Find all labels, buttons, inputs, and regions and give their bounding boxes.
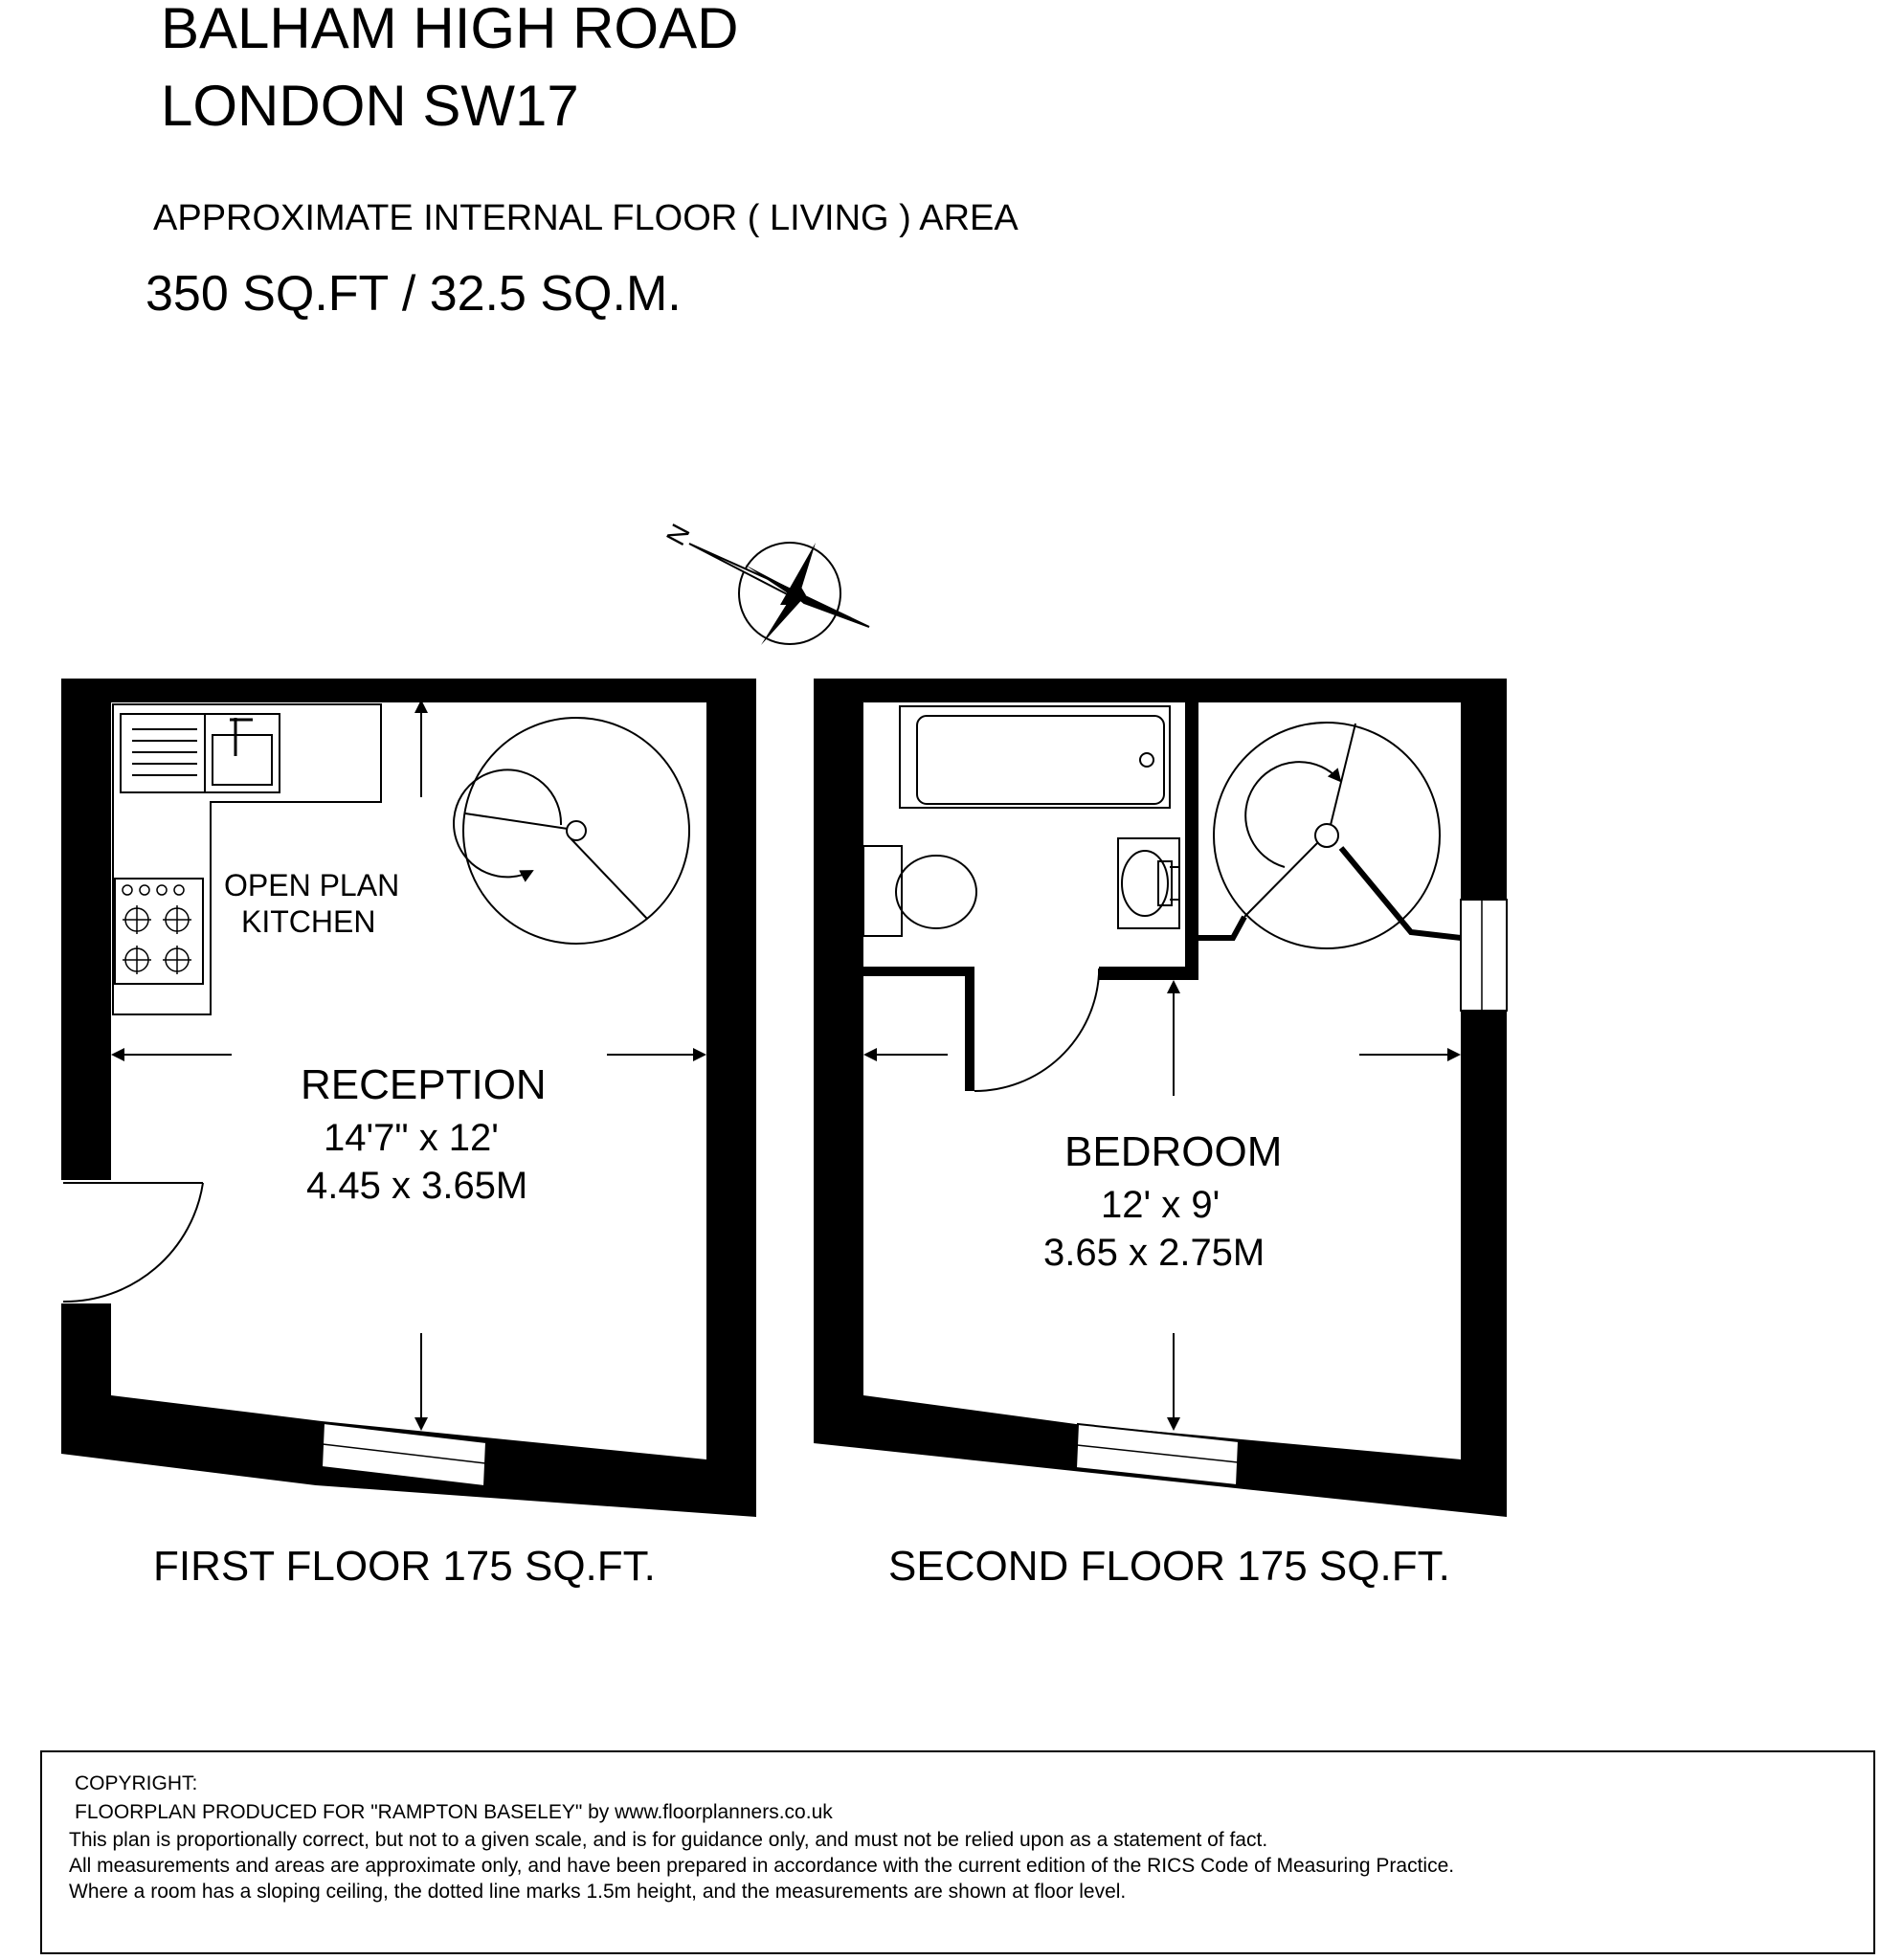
- spiral-stair-icon: [1214, 723, 1440, 948]
- spiral-stair-icon: [454, 718, 689, 944]
- kitchen-label-line1: OPEN PLAN: [224, 868, 400, 902]
- reception-name: RECEPTION: [301, 1061, 547, 1108]
- bedroom-imperial: 12' x 9': [1101, 1184, 1220, 1226]
- disclaimer-line-2: All measurements and areas are approximate only, and have been prepared in accordance with the current edition of the RICS Code of Measuring Practice.: [69, 1855, 1455, 1877]
- copyright-title: COPYRIGHT:: [75, 1772, 198, 1794]
- second-floor-label: SECOND FLOOR 175 SQ.FT.: [888, 1543, 1450, 1590]
- window: [1076, 1424, 1239, 1485]
- copyright-box: [40, 1750, 1875, 1954]
- disclaimer-line-3: Where a room has a sloping ceiling, the dotted line marks 1.5m height, and the measurements are shown at floor level.: [69, 1881, 1127, 1903]
- kitchen-label-line2: KITCHEN: [241, 904, 376, 939]
- address-line-2: LONDON SW17: [161, 74, 579, 138]
- kitchen-counter: [113, 704, 381, 1014]
- second-floor-walls: [814, 679, 1507, 1517]
- area-value: 350 SQ.FT / 32.5 SQ.M.: [146, 266, 682, 322]
- bedroom-name: BEDROOM: [1064, 1128, 1283, 1175]
- first-floor-plan: [61, 679, 756, 1517]
- compass-icon: [661, 519, 869, 645]
- copyright-produced-for: FLOORPLAN PRODUCED FOR "RAMPTON BASELEY" by www.floorplanners.co.uk: [75, 1801, 833, 1823]
- reception-metric: 4.45 x 3.65M: [306, 1165, 528, 1207]
- bedroom-metric: 3.65 x 2.75M: [1043, 1232, 1265, 1274]
- bath-icon: [900, 706, 1170, 808]
- first-floor-label: FIRST FLOOR 175 SQ.FT.: [153, 1543, 656, 1590]
- disclaimer-line-1: This plan is proportionally correct, but not to a given scale, and is for guidance only, and must not be relied upon as a statement of fact.: [69, 1829, 1268, 1851]
- reception-imperial: 14'7" x 12': [324, 1117, 499, 1159]
- window: [1461, 900, 1507, 1011]
- area-label: APPROXIMATE INTERNAL FLOOR ( LIVING ) AREA: [153, 198, 1019, 238]
- second-floor-plan: [814, 679, 1507, 1517]
- compass-north-label: N: [660, 519, 696, 550]
- address-line-1: BALHAM HIGH ROAD: [161, 0, 739, 60]
